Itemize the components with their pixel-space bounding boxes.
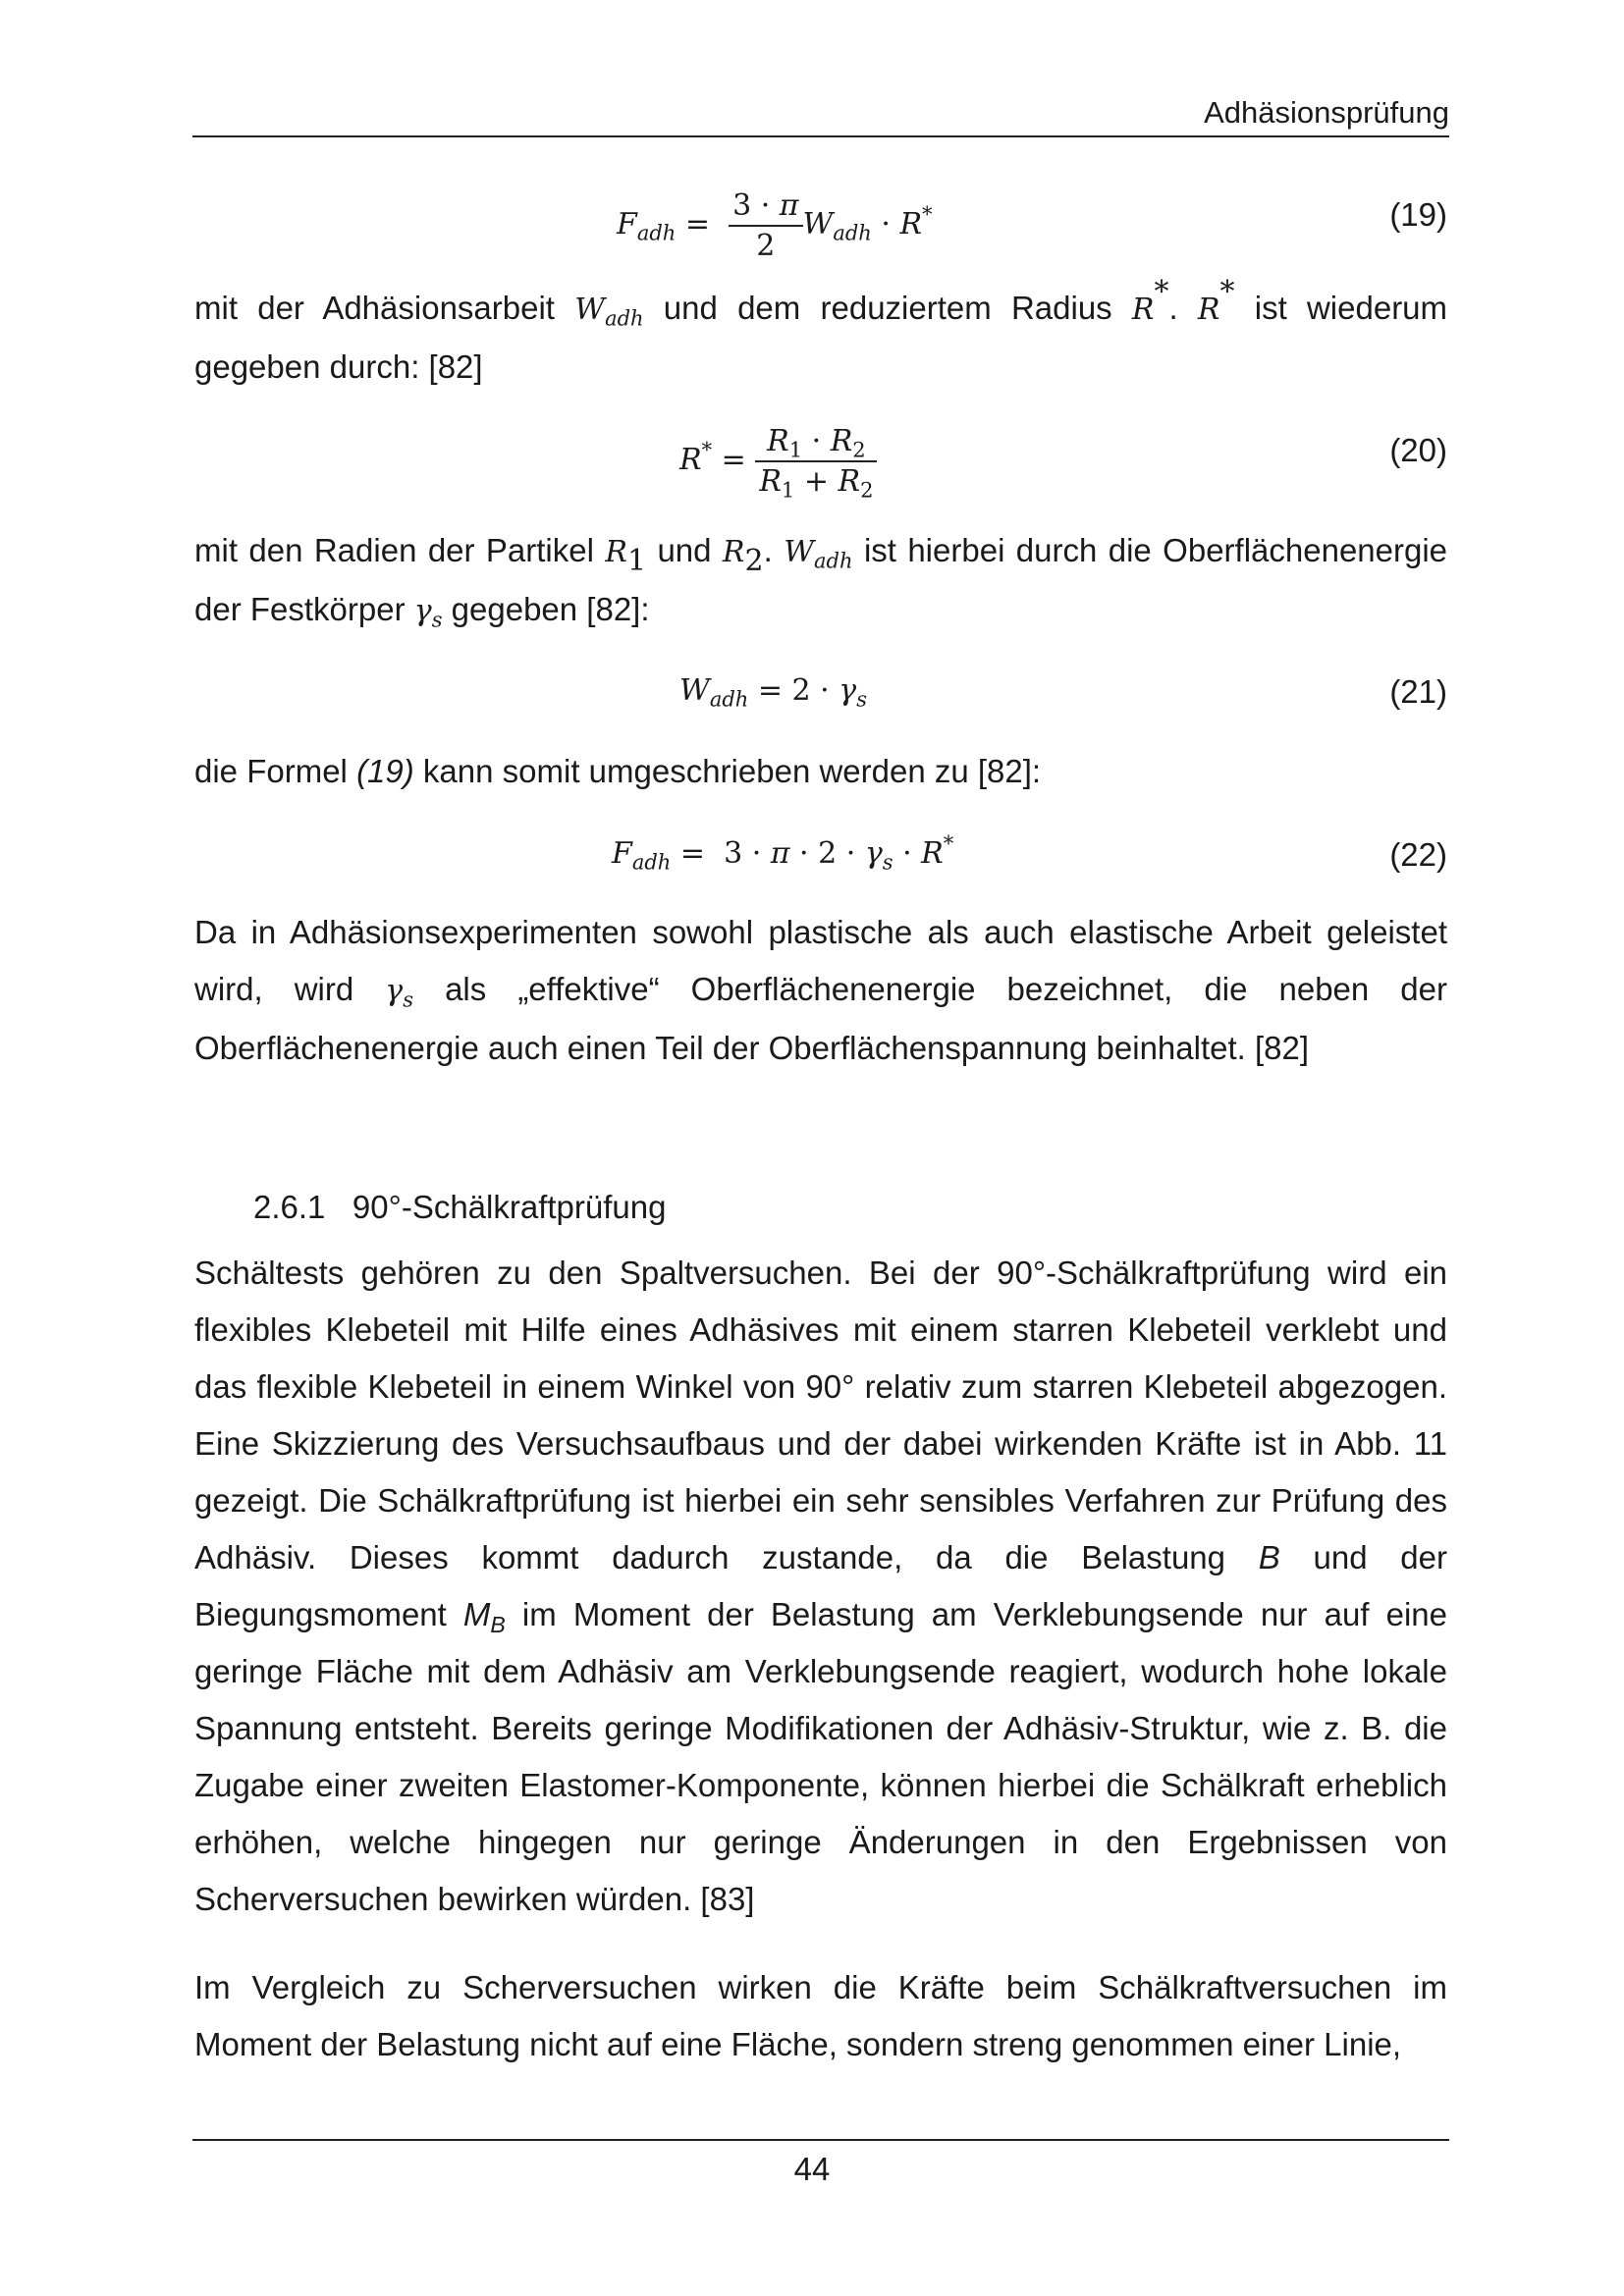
- paragraph-1: mit der Adhäsionsarbeit $W_{adh}$ und dem reduziertem Radius R*. R* ist wiederum gegeben durch: [82]: [194, 275, 1448, 385]
- equation-20: [194, 424, 1447, 512]
- equation-21-expression: $W_{adh} = 2 \cdot \gamma_s$: [679, 673, 867, 712]
- header-rule: [192, 135, 1449, 137]
- equation-20-number: (20): [1389, 432, 1447, 468]
- paragraph-4: Da in Adhäsionsexperimenten sowohl plastische als auch elastische Arbeit geleistet wird, wird $\gamma_s$ als „effektive“ Oberflächenenergie bezeichnet, die neben der Oberflächenenergie auch einen Teil der Oberflächenspannung beinhaltet. [82]: [194, 914, 1448, 1066]
- equation-22-number: (22): [1389, 836, 1447, 873]
- equation-21-number: (21): [1389, 673, 1447, 710]
- section-title: 90°-Schälkraftprüfung: [352, 1189, 667, 1225]
- paragraph-5: Schältests gehören zu den Spaltversuchen. Bei der 90°-Schälkraftprüfung wird ein flexibles Klebeteil mit Hilfe eines Adhäsives mit einem starren Klebeteil verklebt und das flexible Klebeteil in einem Winkel von 90° relativ zum starren Klebeteil abgezogen. Eine Skizzierung des Versuchsaufbaus und der dabei wirkenden Kräfte ist in Abb. 11 gezeigt. Die Schälkraftprüfung ist hierbei ein sehr sensibles Verfahren zur Prüfung des Adhäsiv. Dieses kommt dadurch zustande, da die Belastung B und der Biegungsmoment $M_B$ im Moment der Belastung am Verklebungsende nur auf eine geringe Fläche mit dem Adhäsiv am Verklebungsende reagiert, wodurch hohe lokale Spannung entsteht. Bereits geringe Modifikationen der Adhäsiv-Struktur, wie z. B. die Zugabe einer zweiten Elastomer-Komponente, können hierbei die Schälkraft erheblich erhöhen, welche hingegen nur geringe Änderungen in den Ergebnissen von Scherversuchen bewirken würden. [83]: [194, 1255, 1447, 1917]
- page-number: 44: [793, 2151, 831, 2187]
- equation-19-expression: $F_{adh}$ = $\frac{3 \cdot \pi}{2}$ $W_{adh} \cdot R^*$: [617, 188, 933, 263]
- paragraph-3: die Formel (19) kann somit umgeschrieben werden zu [82]:: [194, 753, 1042, 789]
- footer-rule: [192, 2139, 1449, 2141]
- section-number: 2.6.1: [253, 1189, 326, 1225]
- paragraph-6: Im Vergleich zu Scherversuchen wirken die Kräfte beim Schälkraftversuchen im Moment der Belastung nicht auf eine Fläche, sondern streng genommen einer Linie,: [194, 1969, 1447, 2062]
- equation-19: [194, 188, 1447, 277]
- section-heading: [253, 1188, 666, 1227]
- equation-20-expression: R* = $\frac{R_1 \cdot R_2}{R_1 + R_2}$: [679, 424, 877, 499]
- equation-19-number: (19): [1389, 196, 1447, 233]
- paragraph-2: mit den Radien der Partikel $R_1$ und $R_2$. $W_{adh}$ ist hierbei durch die Oberflächenenergie der Festkörper $\gamma_s$ gegeben [82]:: [194, 532, 1448, 632]
- equation-22-expression: $F_{adh} = 3 \cdot \pi \cdot 2 \cdot \gamma_s \cdot R^*$: [612, 831, 954, 875]
- running-header: Adhäsionsprüfung: [1204, 95, 1449, 130]
